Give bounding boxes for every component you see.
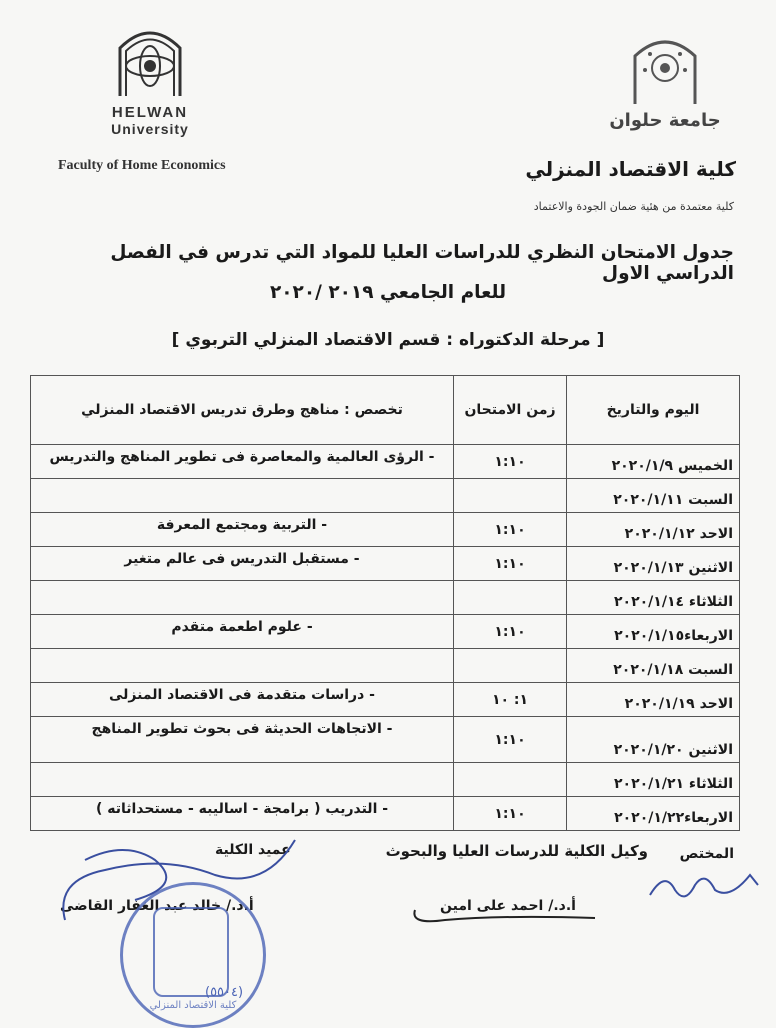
exam-schedule-table [30,375,740,831]
row-time [454,581,567,615]
row-date: الخميس ٢٠٢٠/١/٩ [567,445,740,479]
dean-name: أ.د./ خالد عبد الغفار القاضى [60,898,254,914]
table-row [31,581,740,615]
header-date: اليوم والتاريخ [567,376,740,445]
row-subject: - علوم اطعمة متقدم [31,615,454,649]
helwan-logo-en [95,28,205,137]
official-stamp [120,882,266,1028]
dean-title: عميد الكلية [215,842,291,858]
row-subject: - التربية ومجتمع المعرفة [31,513,454,547]
table-row [31,615,740,649]
table-row [31,683,740,717]
row-subject: - دراسات متقدمة فى الاقتصاد المنزلى [31,683,454,717]
university-emblem-icon [110,28,190,98]
row-subject: - الرؤى العالمية والمعاصرة فى تطوير المناهج والتدريس [31,445,454,479]
row-date: الاحد ٢٠٢٠/١/١٢ [567,513,740,547]
row-date: السبت ٢٠٢٠/١/١١ [567,479,740,513]
table-row [31,479,740,513]
table-header-row [31,376,740,445]
faculty-name-ar: كلية الاقتصاد المنزلي [525,157,736,181]
row-time [454,649,567,683]
vice-dean-title: وكيل الكلية للدرسات العليا والبحوث [385,842,648,860]
vice-dean-name: أ.د./ احمد على امين [440,898,576,914]
faculty-name-en: Faculty of Home Economics [58,158,226,173]
row-time: ١:١٠ [454,445,567,479]
row-subject: - الاتجاهات الحديثة فى بحوث تطوير المناهج [31,717,454,763]
row-subject [31,763,454,797]
row-date: الاحد ٢٠٢٠/١/١٩ [567,683,740,717]
row-time [454,479,567,513]
row-date: الاثنين ٢٠٢٠/١/١٣ [567,547,740,581]
table-row [31,797,740,831]
specialist-title: المختص [679,846,734,862]
header-subject: تخصص : مناهج وطرق تدريس الاقتصاد المنزلي [31,376,454,445]
row-subject [31,479,454,513]
university-name-en-line1: HELWAN [111,104,189,121]
row-date: السبت ٢٠٢٠/١/١٨ [567,649,740,683]
row-time: ١:١٠ [454,547,567,581]
stamp-number: (٥٥٠٤) [205,985,244,1000]
academic-year: للعام الجامعي ٢٠١٩ /٢٠٢٠ [269,282,507,303]
document-title: جدول الامتحان النظري للدراسات العليا للمواد التي تدرس في الفصل الدراسي الاول [110,242,734,284]
university-name-en-line2: University [111,121,189,137]
table-row [31,649,740,683]
row-subject [31,649,454,683]
row-subject: - مستقبل التدريس فى عالم متغير [31,547,454,581]
row-time: ١:١٠ [454,513,567,547]
specialist-signature-icon [640,860,770,910]
row-time: ١:١٠ [454,615,567,649]
stamp-eagle-icon [153,907,229,997]
stamp-label: كلية الاقتصاد المنزلي [149,1000,237,1011]
row-time: ١: ١٠ [454,683,567,717]
university-emblem-ar-icon [620,36,710,106]
table-row [31,445,740,479]
program-stage: [ مرحلة الدكتوراه : قسم الاقتصاد المنزلي التربوي ] [171,330,605,350]
row-time: ١:١٠ [454,717,567,763]
helwan-logo-ar [600,36,730,131]
table-row [31,717,740,763]
row-date: الاربعاء٢٠٢٠/١/٢٢ [567,797,740,831]
accreditation-note: كلية معتمدة من هئية ضمان الجودة والاعتماد [533,200,734,213]
table-row [31,547,740,581]
row-date: الاربعاء٢٠٢٠/١/١٥ [567,615,740,649]
header-time: زمن الامتحان [454,376,567,445]
university-name-ar: جامعة حلوان [609,110,721,131]
row-date: الثلاثاء ٢٠٢٠/١/٢١ [567,763,740,797]
row-date: الثلاثاء ٢٠٢٠/١/١٤ [567,581,740,615]
table-row [31,763,740,797]
table-row [31,513,740,547]
row-subject: - التدريب ( برامجة - اساليبه - مستحداثاته ) [31,797,454,831]
row-date: الاثنين ٢٠٢٠/١/٢٠ [567,717,740,763]
vice-dean-signature-icon [405,870,605,930]
row-time: ١:١٠ [454,797,567,831]
row-subject [31,581,454,615]
row-time [454,763,567,797]
